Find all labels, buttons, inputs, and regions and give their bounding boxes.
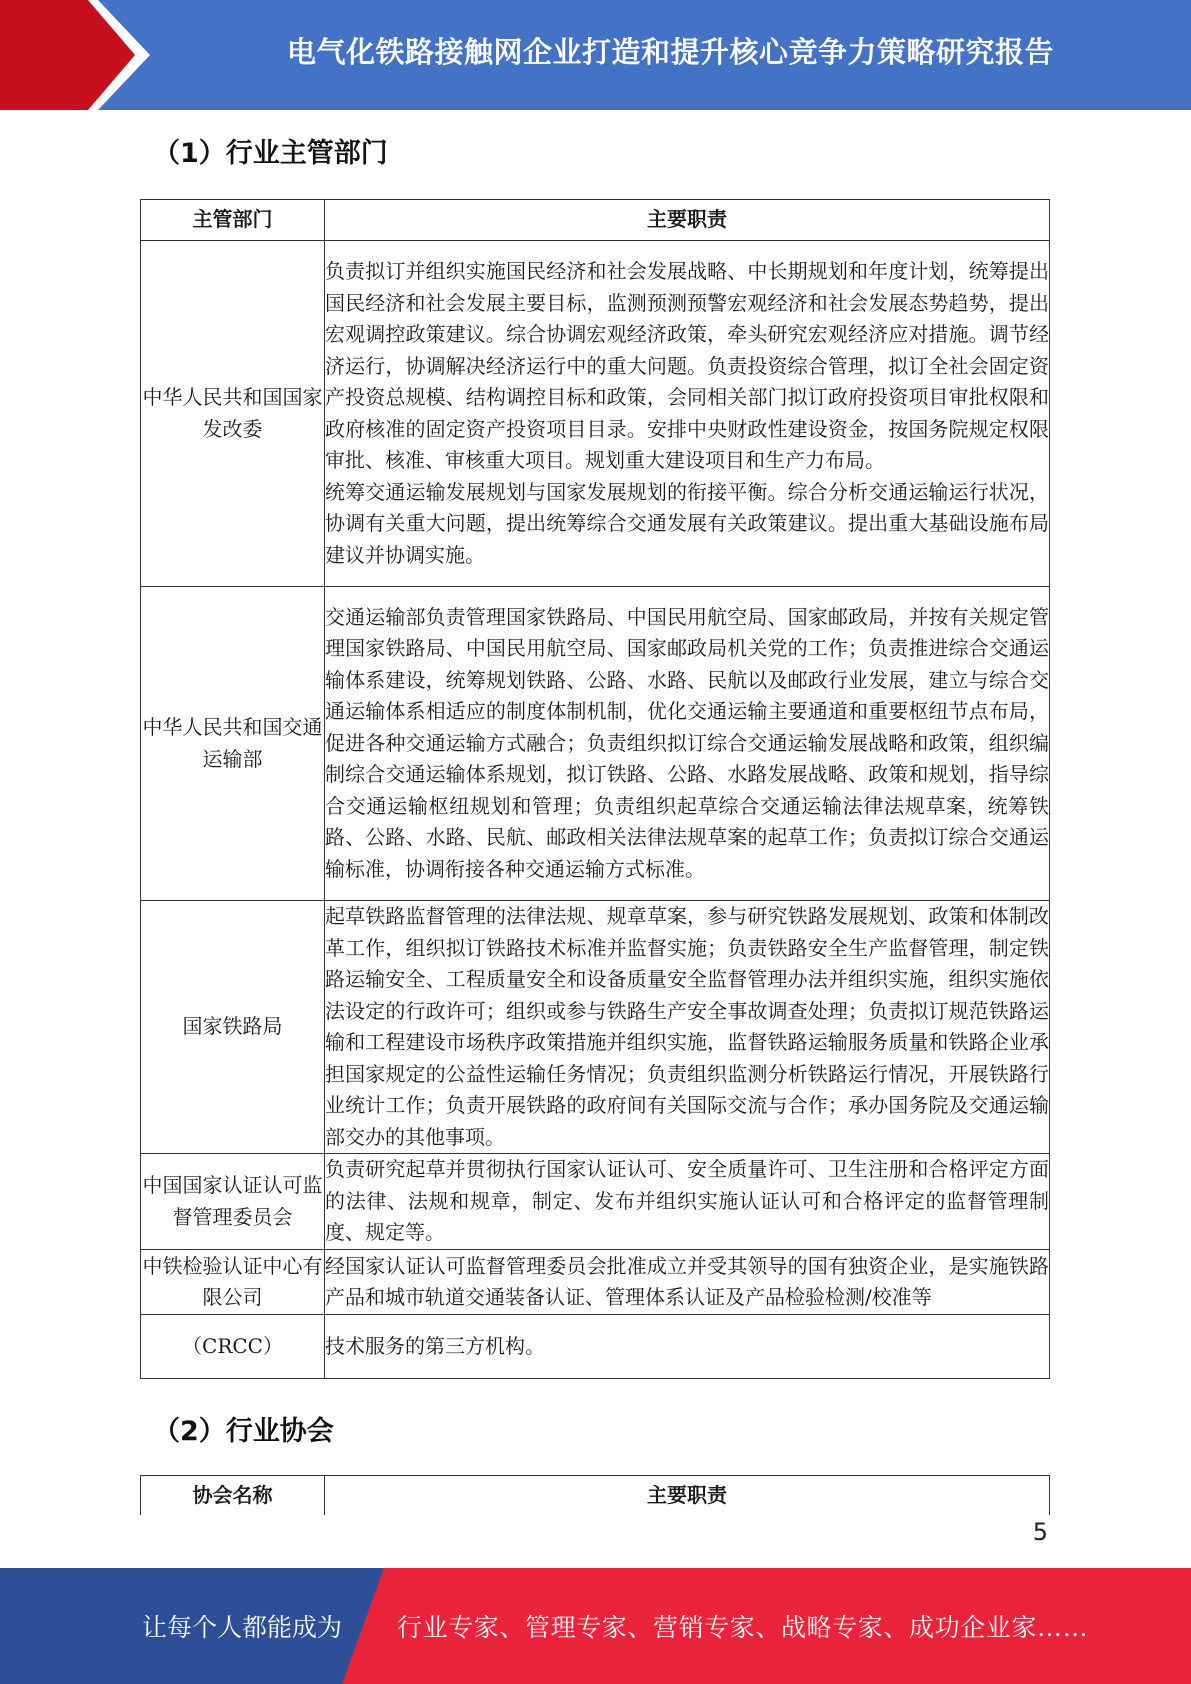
duty-paragraph: 经国家认证认可监督管理委员会批准成立并受其领导的国有独资企业，是实施铁路产品和城市轨道交通装备认证、管理体系认证及产品检验检测/校准等 <box>325 1253 1049 1309</box>
duty-paragraph: 统筹交通运输发展规划与国家发展规划的衔接平衡。综合分析交通运输运行状况，协调有关重大问题，提出统筹综合交通发展有关政策建议。提出重大基础设施布局建议并协调实施。 <box>325 479 1049 567</box>
duty-paragraph: 交通运输部负责管理国家铁路局、中国民用航空局、国家邮政局，并按有关规定管理国家铁路局、中国民用航空局、国家邮政局机关党的工作；负责推进综合交通运输体系建设，统筹规划铁路、公路、水路、民航以及邮政行业发展，建立与综合交通运输体系相适应的制度体制机制，优化交通运输主要通道和重要枢纽节点布局，促进各种交通运输方式融合；负责组织拟订综合交通运输发展战略和政策，组织编制综合交通运输体系规划，拟订铁路、公路、水路发展战略、政策和规划，指导综合交通运输枢纽规划和管理；负责组织起草综合交通运输法律法规草案，统筹铁路、公路、水路、民航、邮政相关法律法规草案的起草工作；负责拟订综合交通运输标准，协调衔接各种交通运输方式标准。 <box>325 604 1049 881</box>
duty-paragraph: 负责拟订并组织实施国民经济和社会发展战略、中长期规划和年度计划，统筹提出国民经济和社会发展主要目标，监测预测预警宏观经济和社会发展态势趋势，提出宏观调控政策建议。综合协调宏观经济政策，牵头研究宏观经济应对措施。调节经济运行，协调解决经济运行中的重大问题。负责投资综合管理，拟订全社会固定资产投资总规模、结构调控目标和政策，会同相关部门拟订政府投资项目审批权限和政府核准的固定资产投资项目目录。安排中央财政性建设资金，按国务院规定权限审批、核准、审核重大项目。规划重大建设项目和生产力布局。 <box>325 259 1049 472</box>
page-footer <box>0 1568 1191 1684</box>
page-header <box>0 0 1191 110</box>
section-heading-authority: （1）行业主管部门 <box>153 138 388 169</box>
table-row <box>141 1250 1050 1315</box>
table-row <box>141 1154 1050 1250</box>
department-name: 中华人民共和国交通运输部 <box>141 587 325 901</box>
table-row <box>141 1315 1050 1379</box>
association-table-wrapper <box>140 1475 1051 1515</box>
page-number: 5 <box>1032 1518 1048 1546</box>
department-duties <box>325 241 1050 587</box>
footer-slogan-roles: 行业专家、管理专家、营销专家、战略专家、成功企业家…… <box>397 1613 1089 1642</box>
association-table <box>140 1475 1050 1515</box>
duty-paragraph: 起草铁路监督管理的法律法规、规章草案，参与研究铁路发展规划、政策和体制改革工作，组织拟订铁路技术标准并监督实施；负责铁路安全生产监督管理，制定铁路运输安全、工程质量安全和设备质量安全监督管理办法并组织实施，组织实施依法设定的行政许可；组织或参与铁路生产安全事故调查处理；负责拟订规范铁路运输和工程建设市场秩序政策措施并组织实施，监督铁路运输服务质量和铁路企业承担国家规定的公益性运输任务情况；负责组织监测分析铁路运行情况，开展铁路行业统计工作；负责开展铁路的政府间有关国际交流与合作；承办国务院及交通运输部交办的其他事项。 <box>325 904 1049 1149</box>
column-header-duties: 主要职责 <box>325 1476 1050 1516</box>
duty-paragraph: 技术服务的第三方机构。 <box>325 1333 545 1358</box>
column-header-association: 协会名称 <box>141 1476 325 1516</box>
duty-paragraph: 负责研究起草并贯彻执行国家认证认可、安全质量许可、卫生注册和合格评定方面的法律、法规和规章，制定、发布并组织实施认证认可和合格评定的监督管理制度、规定等。 <box>325 1157 1049 1245</box>
report-title: 电气化铁路接触网企业打造和提升核心竞争力策略研究报告 <box>286 34 1054 69</box>
footer-slogan-lead: 让每个人都能成为 <box>142 1613 343 1642</box>
section-heading-associations: （2）行业协会 <box>153 1416 334 1447</box>
table-header-row <box>141 1476 1050 1516</box>
department-duties <box>325 901 1050 1154</box>
department-name: 中国国家认证认可监督管理委员会 <box>141 1154 325 1250</box>
department-duties <box>325 1250 1050 1315</box>
department-name: （CRCC） <box>141 1315 325 1379</box>
table-header-row <box>141 200 1050 241</box>
column-header-duties: 主要职责 <box>325 200 1050 241</box>
department-duties <box>325 587 1050 901</box>
column-header-department: 主管部门 <box>141 200 325 241</box>
department-name: 国家铁路局 <box>141 901 325 1154</box>
table-row <box>141 241 1050 587</box>
authority-table <box>140 199 1050 1379</box>
department-name: 中铁检验认证中心有限公司 <box>141 1250 325 1315</box>
department-duties <box>325 1315 1050 1379</box>
table-row <box>141 901 1050 1154</box>
table-row <box>141 587 1050 901</box>
department-duties <box>325 1154 1050 1250</box>
department-name: 中华人民共和国国家发改委 <box>141 241 325 587</box>
